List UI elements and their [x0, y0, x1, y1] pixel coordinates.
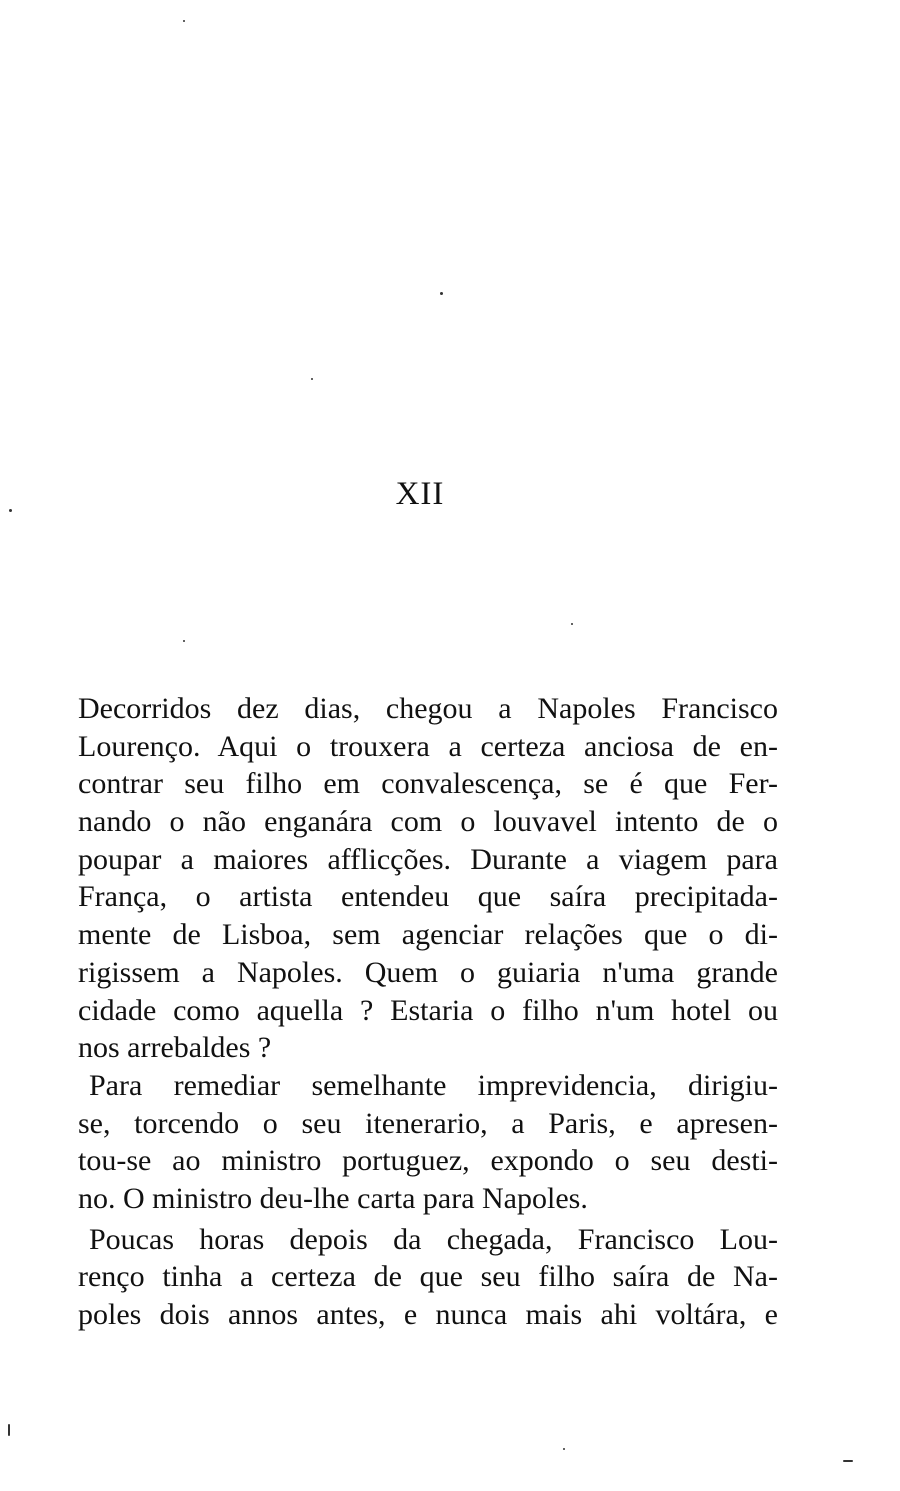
- text-line: se, torcendo o seu itenerario, a Paris, e apresen-: [78, 1106, 778, 1140]
- text-line: Lourenço. Aqui o trouxera a certeza anciosa de en-: [78, 729, 778, 763]
- scan-speck: [440, 292, 443, 295]
- text-line: tou-se ao ministro portuguez, expondo o seu desti-: [78, 1144, 778, 1178]
- paragraph-3: [78, 1221, 778, 1334]
- text-line: renço tinha a certeza de que seu filho saíra de Na-: [78, 1260, 778, 1294]
- scan-speck: [843, 1460, 853, 1462]
- text-line: poles dois annos antes, e nunca mais ahi voltára, e: [78, 1298, 778, 1331]
- paragraph-1: [78, 690, 778, 1067]
- text-line: poupar a maiores afflicções. Durante a viagem para: [78, 842, 778, 876]
- scan-speck: [183, 640, 185, 642]
- scan-speck: [9, 509, 12, 512]
- chapter-heading: XII: [395, 476, 445, 512]
- scan-speck: [563, 1448, 565, 1450]
- body-text: [78, 690, 778, 1334]
- text-line: rigissem a Napoles. Quem o guiaria n'uma grande: [78, 955, 778, 989]
- text-line: Poucas horas depois da chegada, Francisco Lou-: [89, 1222, 778, 1256]
- text-line: contrar seu filho em convalescença, se é que Fer-: [78, 767, 778, 801]
- text-line: Decorridos dez dias, chegou a Napoles Francisco: [78, 692, 778, 725]
- scan-speck: [8, 1424, 10, 1436]
- text-line: nos arrebaldes ?: [78, 1031, 272, 1065]
- text-line: nando o não enganára com o louvavel intento de o: [78, 805, 778, 839]
- scan-speck: [571, 623, 573, 625]
- text-line: cidade como aquella ? Estaria o filho n'um hotel ou: [78, 993, 778, 1027]
- text-line: mente de Lisboa, sem agenciar relações que o di-: [78, 918, 778, 952]
- text-line: Para remediar semelhante imprevidencia, dirigiu-: [89, 1068, 778, 1102]
- text-line: no. O ministro deu-lhe carta para Napoles.: [78, 1181, 588, 1215]
- paragraph-2: [78, 1067, 778, 1218]
- scan-speck: [183, 20, 185, 22]
- scan-speck: [311, 378, 313, 380]
- text-line: França, o artista entendeu que saíra precipitada-: [78, 880, 778, 914]
